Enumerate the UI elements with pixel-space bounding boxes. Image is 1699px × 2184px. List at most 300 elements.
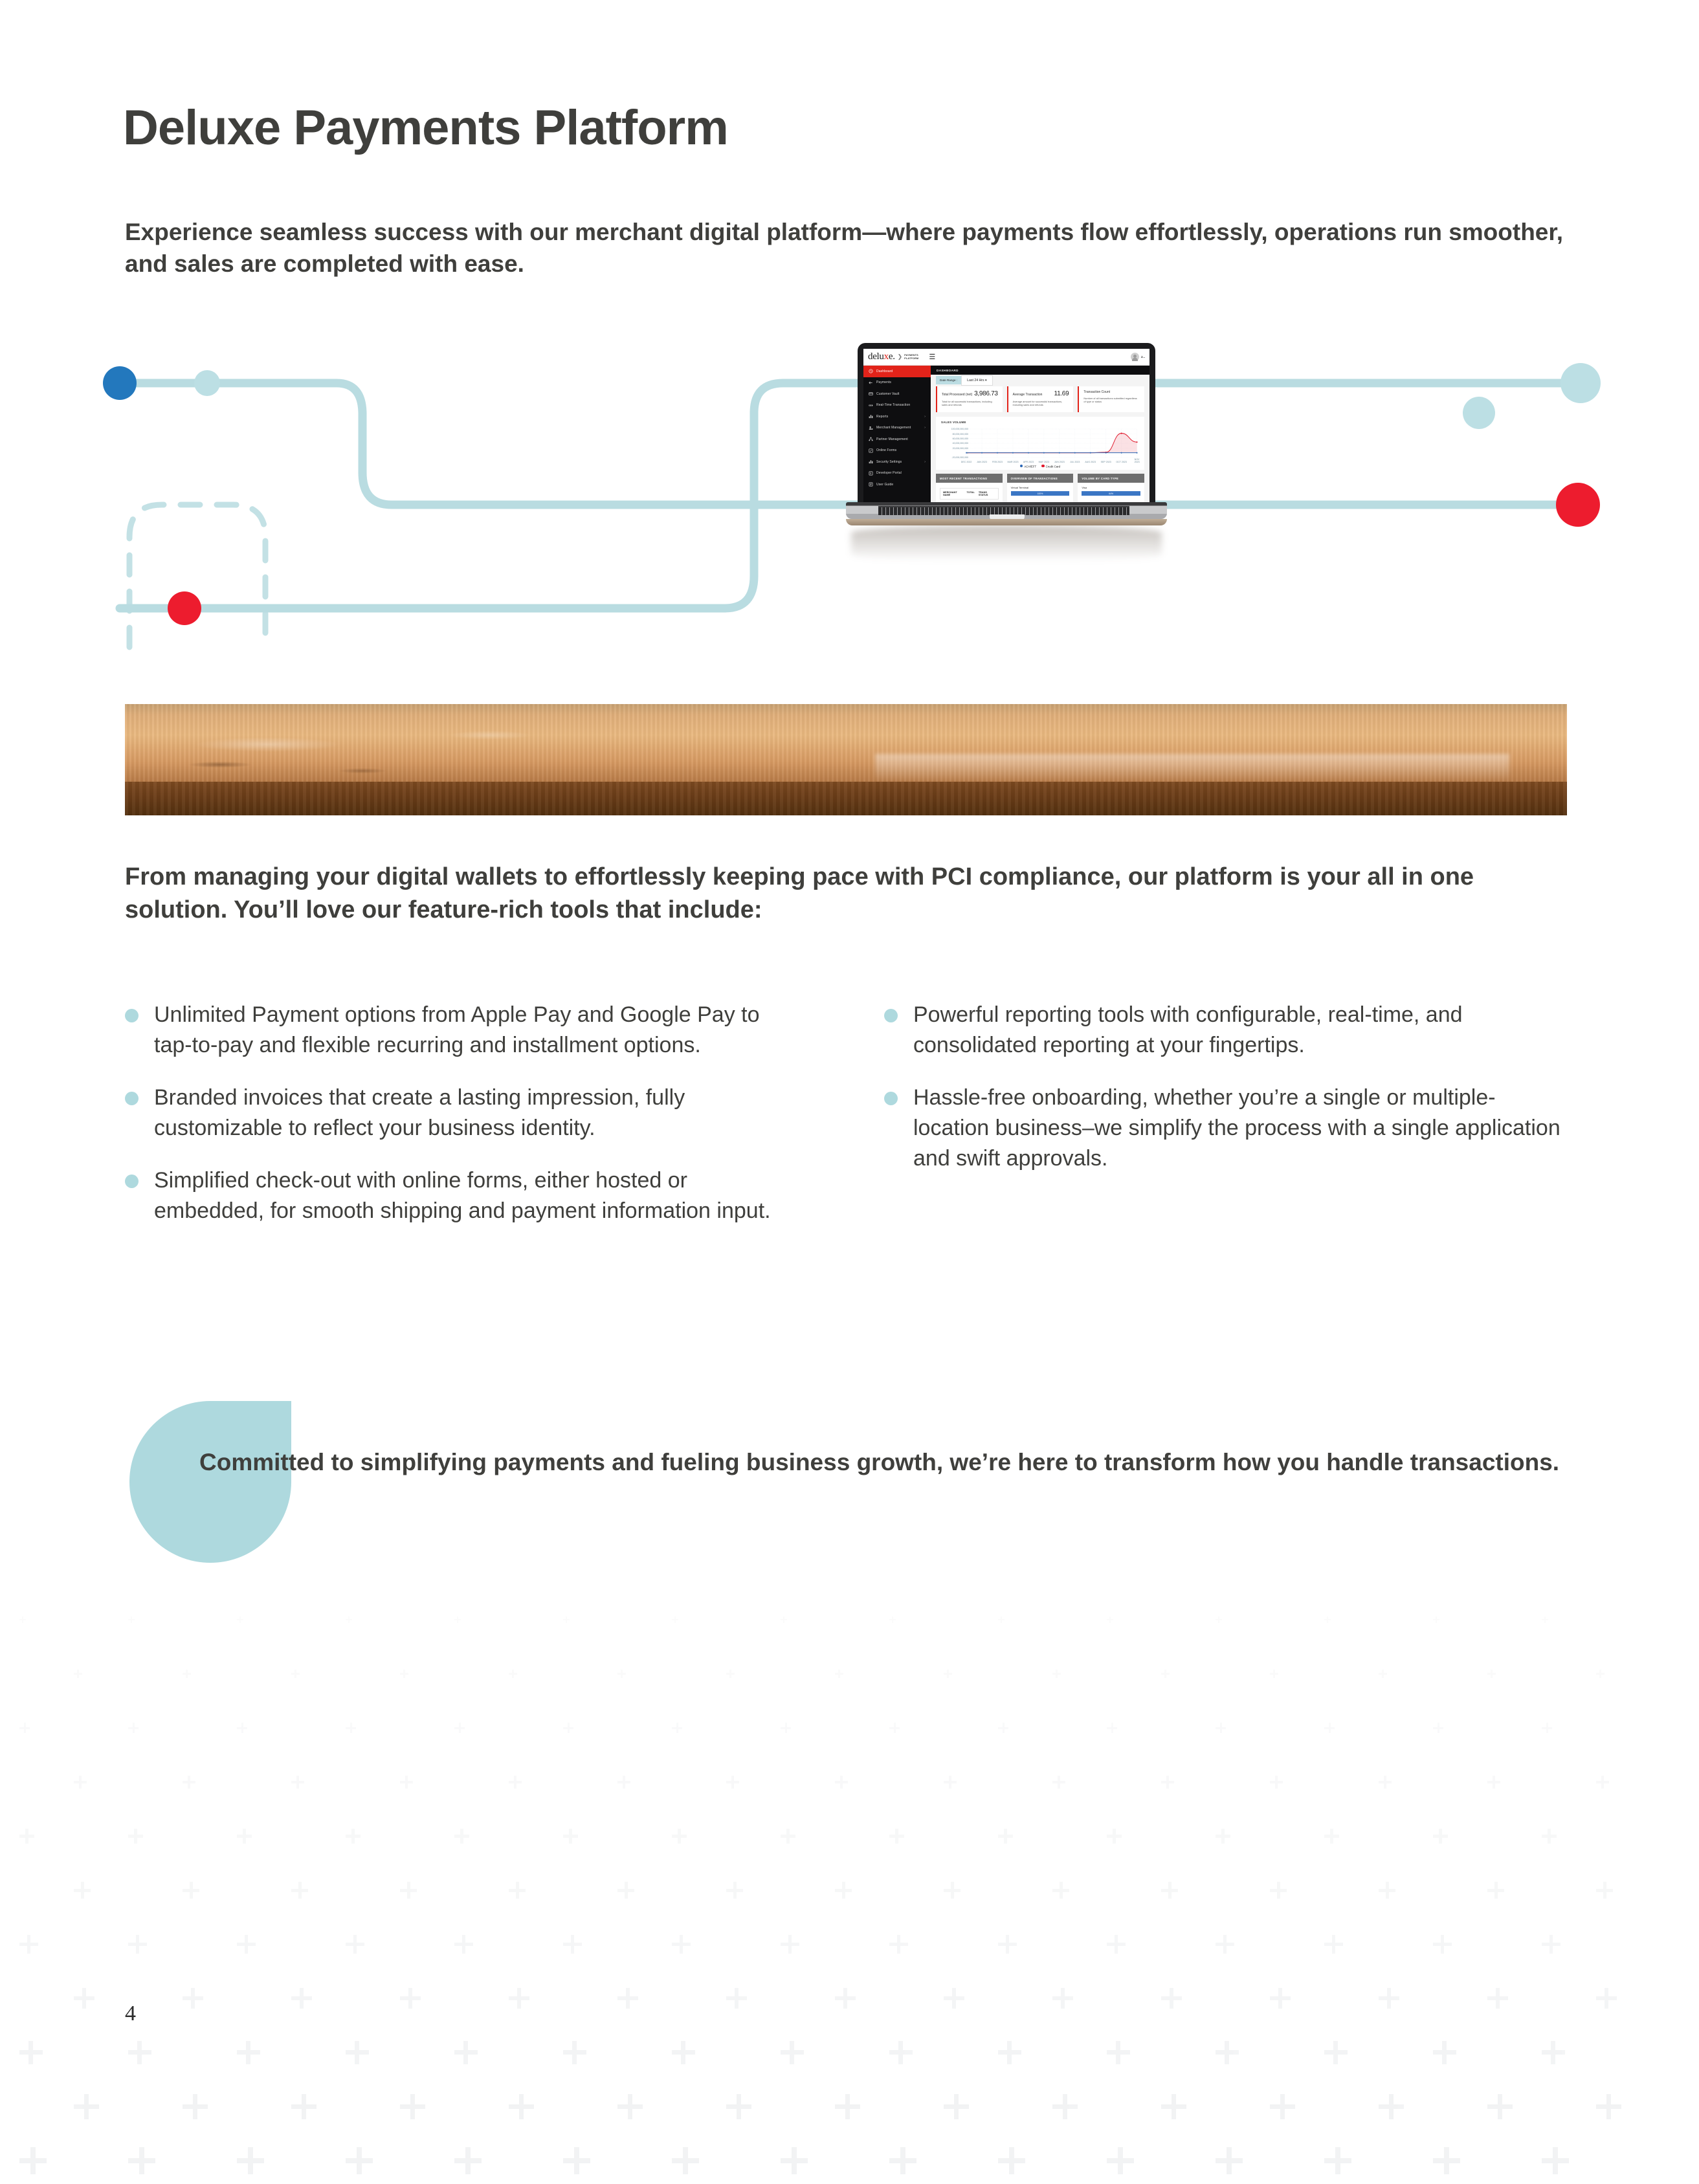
plus-glyph: [454, 2041, 478, 2064]
plus-glyph: [454, 1935, 473, 1954]
legend-label: ACH/EFT: [1024, 465, 1037, 468]
panel-most-recent-transactions: [936, 474, 1003, 503]
plus-glyph: [944, 1882, 961, 1899]
chart-y-tick-label: 100,000,000,000: [951, 428, 968, 431]
laptop-reflection: [851, 525, 1162, 562]
plus-glyph: [889, 1935, 908, 1954]
chart-x-tick-label: NOV 2023: [1134, 458, 1140, 463]
panel-header: OVERVIEW OF TRANSACTIONS: [1007, 474, 1074, 483]
panel-sublabel: Visa: [1082, 486, 1087, 489]
plus-glyph: [835, 1988, 856, 2009]
chart-x-tick-label: OCT 2023: [1116, 460, 1127, 463]
circuit-dot-teal-right: [1560, 363, 1601, 403]
plus-glyph: [454, 2147, 482, 2174]
bullet-text: Hassle-free onboarding, whether you’re a single or multiple-location business–we simplify the process with a single application and swift approvals.: [913, 1085, 1560, 1171]
sidebar-item-label: Security Settings: [876, 459, 902, 464]
plus-glyph: [1216, 1829, 1230, 1844]
plus-glyph: [563, 1935, 582, 1954]
stat-card-desc: Total for all successful transactions, including sales and refunds: [942, 399, 992, 407]
plus-glyph: [346, 1616, 352, 1623]
plus-glyph: [944, 1670, 952, 1678]
chart-x-tick-label: AUG 2023: [1085, 460, 1096, 463]
laptop-screen: [863, 349, 1149, 503]
plus-glyph: [672, 1935, 691, 1954]
plus-glyph: [1107, 1723, 1117, 1733]
sidebar-item-label: Real-Time Transaction: [876, 403, 911, 408]
plus-glyph: [835, 1670, 843, 1678]
plus-glyph: [672, 2041, 695, 2064]
plus-glyph: [563, 2147, 590, 2174]
plus-glyph: [183, 1988, 203, 2009]
plus-glyph: [19, 2147, 47, 2174]
plus-glyph: [781, 2041, 804, 2064]
user-name-label: J...: [1140, 355, 1145, 358]
plus-glyph: [1379, 1776, 1392, 1789]
plus-glyph: [944, 1776, 957, 1789]
chevron-right-icon: ›: [924, 459, 926, 464]
sidebar-item-customer-vault[interactable]: [863, 388, 931, 400]
chart-y-tick-label: 0: [967, 451, 968, 454]
bullet-dot-icon: [125, 1092, 139, 1105]
plus-glyph: [835, 1882, 852, 1899]
plus-glyph: [237, 1616, 243, 1623]
plus-glyph: [454, 1723, 465, 1733]
plus-glyph: [1379, 1988, 1399, 2009]
plus-glyph: [1433, 2147, 1460, 2174]
plus-glyph: [1216, 2147, 1243, 2174]
plus-glyph: [563, 2041, 586, 2064]
chart-x-tick-label: JAN 2023: [977, 460, 987, 463]
avatar: [1131, 353, 1139, 361]
list-item: [125, 1000, 801, 1061]
plus-glyph: [74, 2094, 99, 2119]
plus-glyph: [237, 2147, 264, 2174]
plus-glyph: [1324, 1829, 1339, 1844]
plus-glyph: [1216, 1616, 1222, 1623]
chart-y-tick-label: 60,000,000,000: [952, 437, 968, 440]
panel-body: [1007, 483, 1074, 499]
stat-cards-row: [931, 386, 1149, 412]
plus-glyph: [1161, 1882, 1178, 1899]
chart-x-tick-label: MAY 2023: [1038, 460, 1050, 463]
plus-glyph: [998, 1935, 1017, 1954]
plus-glyph: [944, 1988, 964, 2009]
plus-glyph: [509, 1776, 522, 1789]
circuit-dot-teal-small: [194, 370, 220, 396]
plus-glyph: [128, 2041, 151, 2064]
sidebar-item-merchant-management[interactable]: [863, 423, 931, 434]
plus-glyph: [781, 1829, 795, 1844]
sidebar-item-reports[interactable]: [863, 411, 931, 423]
chart-y-tick-label: 40,000,000,000: [952, 442, 968, 445]
bullet-text: Simplified check-out with online forms, either hosted or embedded, for smooth shipping and payment information input.: [154, 1167, 771, 1223]
arrow-left-icon: [869, 381, 873, 385]
plus-glyph: [1107, 1935, 1126, 1954]
plus-glyph: [617, 1882, 634, 1899]
plus-glyph: [1107, 2147, 1134, 2174]
sidebar-item-developer-portal[interactable]: [863, 468, 931, 480]
sidebar-item-label: Online Forms: [876, 448, 897, 453]
chevron-right-icon: ›: [924, 414, 926, 419]
chart-plot-area: [941, 427, 1139, 463]
deluxe-logo[interactable]: [868, 351, 895, 362]
sidebar-item-payments[interactable]: [863, 377, 931, 389]
table-header-row: [940, 488, 999, 500]
stat-card: [1007, 386, 1074, 412]
plus-glyph: [1379, 1882, 1395, 1899]
chart-x-tick-label: SEP 2023: [1100, 460, 1111, 463]
plus-glyph: [128, 1829, 143, 1844]
plus-glyph: [889, 1723, 900, 1733]
plus-glyph: [1542, 1616, 1548, 1623]
bullet-dot-icon: [125, 1009, 139, 1022]
sidebar-item-label: Payments: [876, 381, 892, 385]
plus-glyph: [1433, 1829, 1448, 1844]
logo-word-end: e.: [888, 351, 895, 362]
plus-glyph: [1433, 1616, 1439, 1623]
plus-glyph: [183, 1776, 195, 1789]
page-subtitle: Experience seamless success with our merchant digital platform—where payments flow effortlessly, operations run smoother, and sales are completed with ease.: [125, 219, 1564, 277]
plus-glyph: [726, 1988, 747, 2009]
callout-teal-blob: [129, 1401, 291, 1563]
date-range-label: Date Range :: [936, 376, 961, 384]
chart-x-tick-label: JUL 2023: [1070, 460, 1080, 463]
plus-glyph: [291, 2094, 316, 2119]
plus-glyph: [509, 1988, 529, 2009]
plus-glyph: [400, 1882, 417, 1899]
page-title: Deluxe Payments Platform: [123, 100, 728, 155]
plus-glyph: [944, 2094, 969, 2119]
logo-word-start: delu: [868, 351, 884, 362]
plus-glyph: [726, 1882, 743, 1899]
plus-glyph: [1487, 2094, 1513, 2119]
bullet-text: Unlimited Payment options from Apple Pay and Google Pay to tap-to-pay and flexible recurring and installment options.: [154, 1002, 760, 1057]
list-item: [884, 1083, 1560, 1174]
plus-glyph: [781, 2147, 808, 2174]
plus-glyph: [1433, 1723, 1443, 1733]
stat-card-desc: Number of all transactions submitted regardless of type or status: [1083, 396, 1137, 404]
date-range-row: [931, 375, 1149, 386]
plus-glyph: [291, 1988, 312, 2009]
plus-glyph: [1487, 1988, 1508, 2009]
plus-glyph: [19, 2041, 43, 2064]
plus-glyph: [672, 1616, 678, 1623]
panel-header: VOLUME BY CARD TYPE: [1078, 474, 1144, 483]
plus-glyph: [726, 1776, 739, 1789]
card-icon: [869, 392, 873, 396]
plus-glyph: [889, 1829, 904, 1844]
plus-glyph: [617, 1988, 638, 2009]
sidebar-item-user-guide[interactable]: [863, 479, 931, 491]
stat-card-value: 11.69: [1054, 390, 1069, 397]
logo-x-letter: x: [883, 351, 889, 362]
plus-glyph: [672, 1723, 682, 1733]
plus-glyph: [1052, 1670, 1061, 1678]
plus-glyph: [74, 1882, 91, 1899]
plus-glyph: [1107, 1829, 1122, 1844]
plus-glyph: [74, 1988, 94, 2009]
sidebar-item-partner-management[interactable]: [863, 434, 931, 445]
plus-glyph: [454, 1829, 469, 1844]
plus-glyph: [128, 1935, 147, 1954]
plus-glyph: [1107, 2041, 1130, 2064]
user-menu[interactable]: [1131, 353, 1145, 361]
plus-glyph: [400, 1670, 408, 1678]
stat-card-title: Total Processed (net): [942, 392, 973, 397]
plus-glyph: [1542, 2147, 1569, 2174]
code-icon: [869, 471, 873, 476]
plus-glyph: [1270, 2094, 1295, 2119]
plus-glyph: [1596, 1882, 1613, 1899]
chevron-right-icon: ›: [924, 426, 926, 430]
laptop-lid: [858, 343, 1155, 505]
plus-glyph: [726, 1670, 735, 1678]
plus-glyph: [1324, 2041, 1348, 2064]
signal-icon: [869, 403, 873, 408]
plus-glyph: [128, 2147, 155, 2174]
sidebar-item-label: Partner Management: [876, 437, 908, 441]
plus-glyph: [346, 1829, 361, 1844]
panel-overview-of-transactions: [1007, 474, 1074, 503]
plus-glyph: [1487, 1670, 1496, 1678]
chart-y-tick-label: 20,000,000,000: [952, 447, 968, 450]
plus-glyph: [672, 1829, 687, 1844]
plus-glyph: [617, 1670, 626, 1678]
plus-glyph: [237, 1723, 247, 1733]
sitemap-icon: [869, 437, 873, 441]
plus-glyph: [1161, 1670, 1170, 1678]
plus-glyph: [291, 1882, 308, 1899]
bullet-dot-icon: [884, 1092, 898, 1105]
table-col-merchant-name: MERCHANT NAME: [943, 491, 957, 496]
bullet-text: Branded invoices that create a lasting impression, fully customizable to reflect your business identity.: [154, 1085, 685, 1140]
bullet-text: Powerful reporting tools with configurable, real-time, and consolidated reporting at your fingertips.: [913, 1002, 1463, 1057]
desk-wood-grain: [125, 704, 918, 782]
plus-glyph: [19, 1935, 38, 1954]
plus-glyph: [1161, 2094, 1186, 2119]
plus-glyph: [617, 2094, 643, 2119]
plus-glyph: [1270, 1882, 1287, 1899]
chart-x-tick-label: APR 2023: [1023, 460, 1034, 463]
plus-glyph: [74, 1670, 82, 1678]
sidebar-item-security-settings[interactable]: [863, 456, 931, 468]
chart-svg: [941, 427, 1139, 463]
desk-reflection: [875, 754, 1509, 782]
plus-glyph: [1052, 1776, 1065, 1789]
stat-card: [1078, 386, 1144, 412]
plus-glyph: [835, 2094, 860, 2119]
chart-x-tick-label: FEB 2023: [992, 460, 1003, 463]
dashboard-sidebar: [863, 366, 931, 503]
plus-glyph: [781, 1935, 799, 1954]
bar-chart-icon: [869, 414, 873, 419]
logo-chevron-icon: ❯: [897, 353, 903, 360]
plus-glyph: [237, 2041, 260, 2064]
plus-glyph: [563, 1616, 570, 1623]
sidebar-item-label: Developer Portal: [876, 471, 902, 476]
plus-glyph: [1324, 1723, 1335, 1733]
page-number: 4: [125, 2002, 136, 2025]
stat-card-desc: Average amount for successful transactions, including sales and refunds: [1012, 399, 1063, 407]
logo-subtitle-line2: PLATFORM: [904, 357, 919, 360]
plus-glyph: [1107, 1616, 1113, 1623]
lead-copy: From managing your digital wallets to effortlessly keeping pace with PCI compliance, our platform is your all in one solution. You’ll love our feature-rich tools that include:: [125, 863, 1474, 923]
chart-title: SALES VOLUME: [941, 420, 966, 424]
stat-card-title: Average Transaction: [1012, 392, 1043, 397]
plus-glyph: [1487, 1776, 1500, 1789]
plus-glyph: [1433, 1935, 1452, 1954]
form-icon: [869, 448, 873, 453]
plus-glyph: [1487, 1882, 1504, 1899]
plus-glyph: [454, 1616, 461, 1623]
bar-chart-icon: [869, 459, 873, 464]
stat-card-title: Transaction Count: [1083, 390, 1111, 394]
dashboard-main: [931, 366, 1149, 503]
plus-glyph: [509, 1670, 517, 1678]
plus-glyph: [1052, 2094, 1078, 2119]
table-col-trans-status: TRANS STATUS: [978, 491, 988, 496]
plus-glyph: [1216, 1723, 1226, 1733]
plus-glyph: [1216, 2041, 1239, 2064]
plus-glyph: [781, 1723, 791, 1733]
circuit-dot-blue: [103, 366, 137, 400]
plus-glyph: [1324, 1935, 1343, 1954]
plus-glyph: [998, 1616, 1005, 1623]
user-gear-icon: [869, 426, 873, 430]
plus-glyph: [1270, 1776, 1283, 1789]
plus-glyph: [183, 1882, 199, 1899]
dashboard-panels-row: [931, 470, 1149, 503]
plus-glyph: [672, 2147, 699, 2174]
logo-subtitle-line1: PAYMENTS: [904, 354, 918, 357]
callout-text: Committed to simplifying payments and fueling business growth, we’re here to transform how you handle transactions.: [199, 1449, 1560, 1475]
plus-glyph: [1542, 1723, 1552, 1733]
plus-glyph: [998, 2041, 1021, 2064]
plus-glyph: [183, 1670, 191, 1678]
date-range-select[interactable]: Last 24 Hrs ▾: [961, 375, 993, 386]
background-plus-pattern: [0, 1605, 1699, 2184]
plus-glyph: [1542, 1935, 1560, 1954]
list-item: [125, 1083, 801, 1143]
plus-glyph: [346, 1723, 356, 1733]
laptop-mockup: [858, 343, 1155, 537]
plus-glyph: [998, 1829, 1013, 1844]
plus-glyph: [19, 1616, 26, 1623]
plus-glyph: [1596, 1988, 1617, 2009]
table-col-total: TOTAL: [966, 491, 975, 494]
chart-y-tick-label: 80,000,000,000: [952, 432, 968, 436]
plus-glyph: [1542, 2041, 1565, 2064]
plus-glyph: [237, 1935, 256, 1954]
plus-glyph: [400, 2094, 425, 2119]
feature-bullet-lists: [125, 1000, 1575, 1248]
plus-glyph: [183, 2094, 208, 2119]
plus-glyph: [509, 2094, 534, 2119]
breadcrumb: DASHBOARD: [931, 366, 1149, 375]
plus-glyph: [1270, 1988, 1291, 2009]
circuit-dot-teal-mid: [1463, 397, 1495, 429]
plus-glyph: [1596, 1670, 1605, 1678]
hamburger-menu-icon[interactable]: ☰: [929, 353, 936, 361]
plus-glyph: [1379, 1670, 1387, 1678]
chart-y-tick-label: -20,000,000,000: [951, 456, 968, 459]
sidebar-item-label: Reports: [876, 414, 889, 419]
logo-subtitle: [904, 354, 918, 360]
plus-glyph: [563, 1723, 573, 1733]
list-item: [884, 1000, 1560, 1061]
plus-glyph: [998, 2147, 1025, 2174]
plus-glyph: [74, 1776, 87, 1789]
sales-volume-chart: [936, 417, 1144, 470]
panel-header: MOST RECENT TRANSACTIONS: [936, 474, 1003, 483]
legend-label: Credit Card: [1045, 465, 1061, 468]
sidebar-item-real-time-transaction[interactable]: [863, 400, 931, 412]
circuit-dot-red-left: [168, 591, 201, 625]
plus-glyph: [1216, 1935, 1234, 1954]
sidebar-item-label: Merchant Management: [876, 426, 911, 430]
chart-x-tick-label: DEC 2022: [961, 460, 972, 463]
hero-photo-desk: [125, 673, 1567, 815]
plus-glyph: [889, 1616, 896, 1623]
plus-glyph: [1596, 1776, 1609, 1789]
plus-glyph: [835, 1776, 848, 1789]
panel-bar: 64%: [1082, 491, 1140, 496]
bullet-dot-icon: [884, 1009, 898, 1022]
clock-icon: [869, 369, 873, 373]
plus-glyph: [346, 2041, 369, 2064]
sidebar-item-label: User Guide: [876, 482, 894, 487]
plus-glyph: [889, 2147, 916, 2174]
plus-glyph: [1052, 1988, 1073, 2009]
plus-glyph: [1052, 1882, 1069, 1899]
book-icon: [869, 482, 873, 487]
circuit-dot-red-right: [1556, 483, 1600, 527]
stat-card-value: 3,986.73: [974, 390, 998, 397]
plus-glyph: [128, 1616, 135, 1623]
plus-glyph: [1433, 2041, 1456, 2064]
panel-bar: 100%: [1011, 491, 1070, 496]
chart-x-tick-label: MAR 2023: [1007, 460, 1019, 463]
plus-glyph: [509, 1882, 526, 1899]
desk-front-edge: [125, 782, 1567, 815]
plus-glyph: [19, 1829, 34, 1844]
plus-glyph: [726, 2094, 751, 2119]
chart-x-tick-label: JUN 2023: [1054, 460, 1065, 463]
plus-glyph: [617, 1776, 630, 1789]
laptop-keyboard: [878, 506, 1129, 515]
callout-block: [129, 1401, 1573, 1569]
plus-glyph: [1324, 2147, 1351, 2174]
dashboard-topbar: [863, 349, 1149, 366]
plus-glyph: [346, 1935, 364, 1954]
plus-glyph: [237, 1829, 252, 1844]
panel-body: [1078, 483, 1144, 499]
plus-glyph: [563, 1829, 578, 1844]
plus-glyph: [19, 1723, 30, 1733]
plus-glyph: [400, 1776, 413, 1789]
stat-card: [936, 386, 1003, 412]
sidebar-item-online-forms[interactable]: [863, 445, 931, 457]
sidebar-item-dashboard[interactable]: [863, 366, 931, 377]
plus-glyph: [1596, 2094, 1621, 2119]
plus-glyph: [1542, 1829, 1557, 1844]
list-item: [125, 1165, 801, 1226]
plus-glyph: [781, 1616, 787, 1623]
sidebar-item-label: Customer Vault: [876, 392, 900, 396]
plus-glyph: [1161, 1776, 1174, 1789]
plus-glyph: [889, 2041, 913, 2064]
plus-glyph: [346, 2147, 373, 2174]
